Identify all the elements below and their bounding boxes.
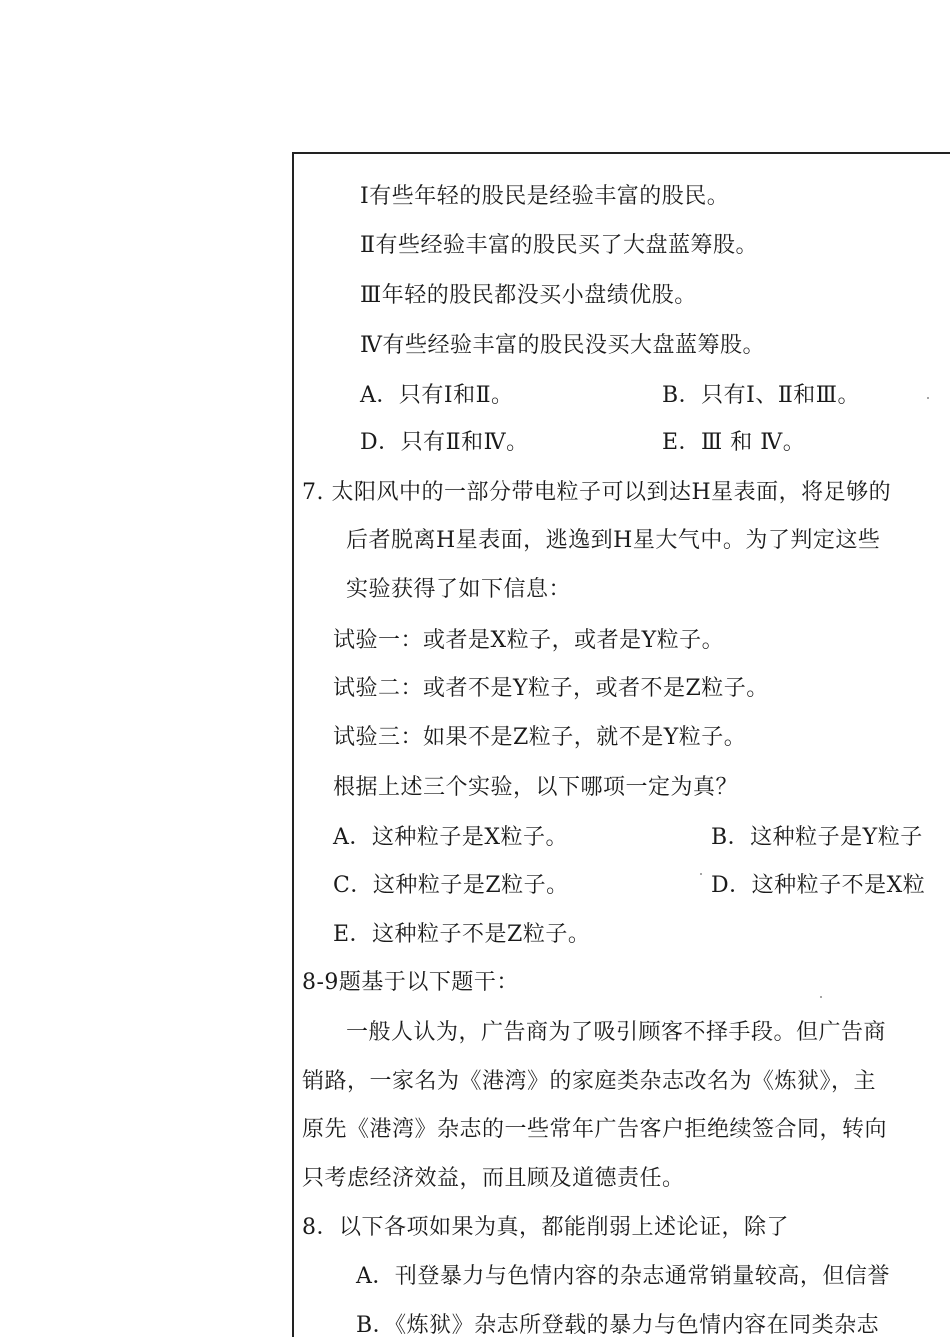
q6-option-d: D．只有Ⅱ和Ⅳ。	[360, 430, 529, 455]
q8-9-passage-line-1: 一般人认为，广告商为了吸引顾客不择手段。但广告商	[346, 1020, 887, 1045]
q7-option-d: D．这种粒子不是X粒	[711, 873, 926, 898]
q6-statement-3: Ⅲ年轻的股民都没买小盘绩优股。	[360, 283, 697, 308]
scan-speck	[927, 397, 929, 399]
q8-option-b: B．《炼狱》杂志所登载的暴力与色情内容在同类杂志	[356, 1313, 880, 1337]
q8-stem: 8．以下各项如果为真，都能削弱上述论证，除了	[302, 1215, 789, 1240]
q7-option-a: A．这种粒子是X粒子。	[333, 825, 569, 850]
q8-9-header: 8-9题基于以下题干：	[302, 970, 519, 995]
q6-option-b: B．只有Ⅰ、Ⅱ和Ⅲ。	[662, 383, 861, 408]
q8-9-passage-line-2: 销路，一家名为《港湾》的家庭类杂志改名为《炼狱》，主	[302, 1069, 877, 1094]
q6-option-a: A．只有Ⅰ和Ⅱ。	[360, 383, 514, 408]
q8-option-a: A．刊登暴力与色情内容的杂志通常销量较高，但信誉	[356, 1264, 890, 1289]
q7-trial-3: 试验三：如果不是Z粒子，就不是Y粒子。	[333, 725, 747, 750]
scan-speck	[820, 996, 822, 998]
q7-option-e: E．这种粒子不是Z粒子。	[333, 922, 591, 947]
q7-trial-1: 试验一：或者是X粒子，或者是Y粒子。	[333, 628, 725, 653]
q8-9-passage-line-4: 只考虑经济效益，而且顾及道德责任。	[302, 1166, 685, 1191]
q6-option-e: E．Ⅲ 和 Ⅳ。	[662, 430, 806, 455]
q7-stem-line-3: 实验获得了如下信息：	[346, 577, 572, 602]
q6-statement-4: Ⅳ有些经验丰富的股民没买大盘蓝筹股。	[360, 333, 765, 358]
q7-trial-2: 试验二：或者不是Y粒子，或者不是Z粒子。	[333, 676, 769, 701]
q6-statement-1: Ⅰ有些年轻的股民是经验丰富的股民。	[360, 184, 730, 209]
q8-9-passage-line-3: 原先《港湾》杂志的一些常年广告客户拒绝续签合同，转向	[302, 1117, 888, 1142]
q7-stem-line-1: 7. 太阳风中的一部分带电粒子可以到达H星表面，将足够的	[302, 480, 892, 505]
q7-stem-line-2: 后者脱离H星表面，逃逸到H星大气中。为了判定这些	[346, 528, 881, 553]
q7-option-c: C．这种粒子是Z粒子。	[333, 873, 569, 898]
scan-speck	[700, 873, 702, 875]
q7-question: 根据上述三个实验，以下哪项一定为真？	[333, 775, 739, 800]
q7-option-b: B．这种粒子是Y粒子	[711, 825, 923, 850]
q6-statement-2: Ⅱ有些经验丰富的股民买了大盘蓝筹股。	[360, 233, 758, 258]
